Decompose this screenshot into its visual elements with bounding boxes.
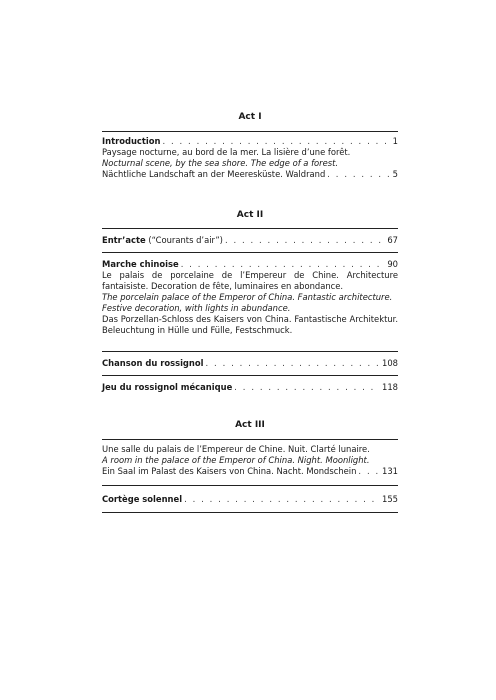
toc-entry-cortege-solennel bbox=[102, 494, 398, 505]
toc-row bbox=[102, 494, 398, 505]
toc-row bbox=[102, 235, 398, 246]
page-number: 108 bbox=[382, 358, 398, 368]
description-de: Das Porzellan-Schloss des Kaisers von China. Fantastische Architektur. Beleuchtung in Hülle und Fülle, Festschmuck. bbox=[102, 314, 398, 335]
entry-title: Entr’acte bbox=[102, 235, 146, 245]
description-fr: Paysage nocturne, au bord de la mer. La lisière d’une forêt. bbox=[102, 147, 351, 157]
page-number: 155 bbox=[382, 494, 398, 504]
dot-leader bbox=[162, 136, 390, 147]
description-de-row bbox=[102, 466, 398, 477]
divider bbox=[102, 351, 398, 352]
dot-leader bbox=[358, 466, 380, 477]
dot-leader bbox=[206, 358, 380, 369]
entry-title: Introduction bbox=[102, 136, 161, 146]
divider bbox=[102, 485, 398, 486]
dot-leader bbox=[181, 259, 386, 270]
page-number: 5 bbox=[392, 169, 398, 179]
toc-entry-marche-chinoise bbox=[102, 259, 398, 336]
page-number: 131 bbox=[382, 466, 398, 476]
toc-entry-jeu-du-rossignol bbox=[102, 382, 398, 393]
entry-title: Cortège solennel bbox=[102, 494, 183, 504]
description-de-row bbox=[102, 169, 398, 180]
page-number: 90 bbox=[387, 259, 398, 269]
description-fr: Une salle du palais de l’Empereur de Chine. Nuit. Clarté lunaire. bbox=[102, 444, 370, 454]
divider bbox=[102, 252, 398, 253]
act-heading-3: Act III bbox=[235, 420, 265, 430]
toc-entry-chanson-du-rossignol bbox=[102, 358, 398, 369]
dot-leader bbox=[184, 494, 380, 505]
toc-entry-introduction bbox=[102, 136, 398, 180]
page-number: 67 bbox=[387, 235, 398, 245]
act-heading-1: Act I bbox=[238, 112, 262, 122]
entry-title: Marche chinoise bbox=[102, 259, 179, 269]
divider bbox=[102, 375, 398, 376]
divider bbox=[102, 439, 398, 440]
page-number: 1 bbox=[392, 136, 398, 146]
toc-row bbox=[102, 136, 398, 147]
description-en: The porcelain palace of the Emperor of China. Fantastic architecture. Festive decoration, with lights in abundance. bbox=[102, 292, 393, 313]
divider bbox=[102, 228, 398, 229]
description-fr: Le palais de porcelaine de l’Empereur de Chine. Architecture fantaisiste. Decoration de fête, luminaires en abondance. bbox=[102, 270, 398, 291]
entry-title: Chanson du rossignol bbox=[102, 358, 204, 368]
description-en: A room in the palace of the Emperor of China. Night. Moonlight. bbox=[102, 455, 370, 465]
act-heading-2: Act II bbox=[236, 210, 264, 220]
dot-leader bbox=[234, 382, 380, 393]
dot-leader bbox=[327, 169, 390, 180]
page-number: 118 bbox=[382, 382, 398, 392]
divider bbox=[102, 131, 398, 132]
toc-entry-entracte bbox=[102, 235, 398, 246]
divider bbox=[102, 512, 398, 513]
toc-row bbox=[102, 358, 398, 369]
description-de: Nächtliche Landschaft an der Meeresküste. Waldrand bbox=[102, 169, 326, 179]
entry-subtitle: (“Courants d’air”) bbox=[145, 235, 223, 245]
entry-title: Jeu du rossignol mécanique bbox=[102, 382, 233, 392]
description-en: Nocturnal scene, by the sea shore. The edge of a forest. bbox=[102, 158, 339, 168]
toc-row bbox=[102, 259, 398, 270]
toc-row bbox=[102, 382, 398, 393]
description-de: Ein Saal im Palast des Kaisers von China. Nacht. Mondschein bbox=[102, 466, 357, 476]
dot-leader bbox=[225, 235, 385, 246]
toc-entry-act3-scene bbox=[102, 444, 398, 477]
